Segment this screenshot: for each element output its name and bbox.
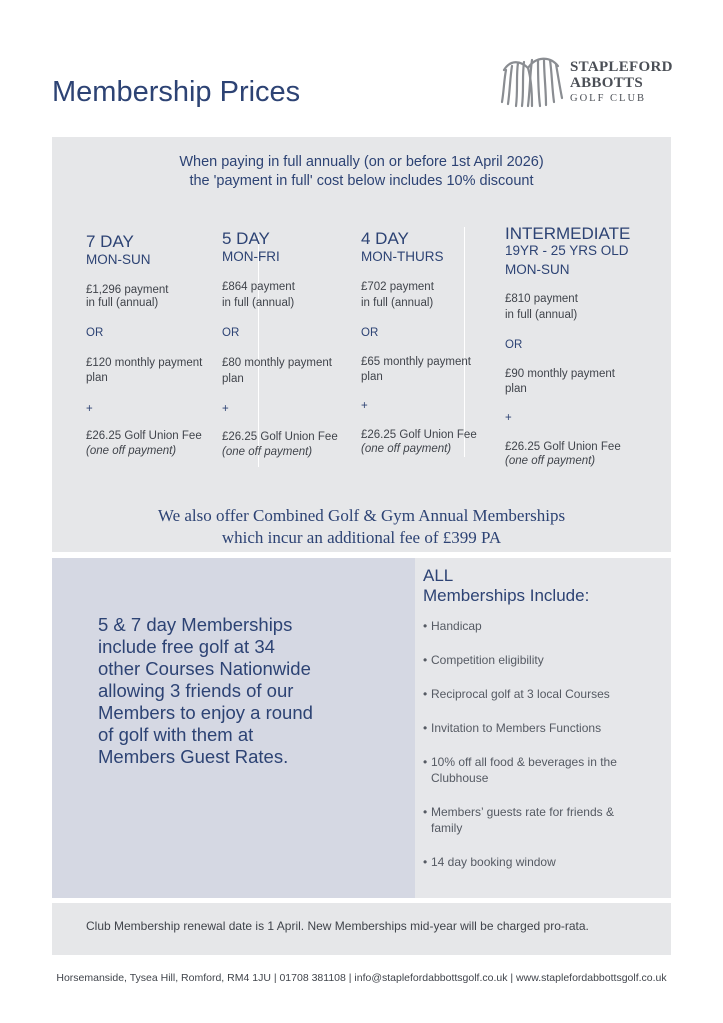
- list-item: • 14 day booking window: [423, 855, 556, 869]
- plan-fee-note: (one off payment): [222, 446, 313, 458]
- plan-plus: +: [361, 400, 368, 412]
- bullet: •: [423, 619, 428, 633]
- plan-full-suffix: in full (annual): [361, 297, 434, 309]
- list-item: • Reciprocal golf at 3 local Courses: [423, 687, 610, 701]
- plan-plus: +: [86, 403, 93, 415]
- renewal-note: Club Membership renewal date is 1 April. New Memberships mid-year will be charged pro-rata.: [86, 919, 589, 933]
- list-item: • 10% off all food & beverages in the Clubhouse: [423, 755, 617, 785]
- plan-full-price: £864 payment: [222, 281, 295, 293]
- plan-full-suffix: in full (annual): [86, 297, 159, 309]
- plan-monthly-suffix: plan: [361, 371, 383, 383]
- includes-title: [423, 566, 589, 606]
- plan-days: MON-SUN: [86, 252, 151, 267]
- plan-plus: +: [505, 412, 512, 424]
- includes-title-line-1: ALL: [423, 566, 454, 585]
- plan-monthly: £90 monthly payment: [505, 368, 615, 380]
- plan-monthly-suffix: plan: [222, 373, 244, 385]
- list-item: • Competition eligibility: [423, 653, 544, 667]
- page-title: Membership Prices: [52, 76, 301, 108]
- plan-full-price: £702 payment: [361, 281, 434, 293]
- nationwide-promo: 5 & 7 day Memberships include free golf at 34 other Courses Nationwide allowing 3 friends of our Members to enjoy a round of golf with them at Members Guest Rates.: [98, 614, 313, 767]
- bullet: •: [423, 687, 428, 701]
- bullet: •: [423, 855, 428, 869]
- intro-line-1: When paying in full annually (on or before 1st April 2026): [179, 154, 544, 170]
- gym-offer: [52, 505, 671, 549]
- bullet: •: [423, 755, 428, 769]
- plan-title: INTERMEDIATE: [505, 224, 631, 243]
- plan-or: OR: [361, 327, 379, 339]
- logo-line-3: GOLF CLUB: [570, 93, 647, 104]
- gym-offer-line-1: We also offer Combined Golf & Gym Annual Memberships: [157, 506, 566, 525]
- plan-plus: +: [222, 403, 229, 415]
- bullet: •: [423, 653, 428, 667]
- plan-full-price: £810 payment: [505, 293, 578, 305]
- plan-days: MON-SUN: [505, 262, 570, 277]
- plan-fee-note: (one off payment): [505, 455, 596, 467]
- plan-fee: £26.25 Golf Union Fee: [222, 431, 338, 443]
- plan-title: 5 DAY: [222, 229, 270, 248]
- includes-panel: [415, 558, 671, 898]
- plan-days: MON-THURS: [361, 249, 444, 264]
- plan-age: 19YR - 25 YRS OLD: [505, 243, 629, 258]
- pricing-panel: [52, 137, 671, 552]
- plan-or: OR: [222, 327, 240, 339]
- renewal-panel: [52, 903, 671, 955]
- club-logo: [498, 50, 678, 110]
- bullet: •: [423, 805, 428, 819]
- plan-fee: £26.25 Golf Union Fee: [361, 429, 477, 441]
- plan-fee: £26.25 Golf Union Fee: [505, 441, 621, 453]
- plan-fee: £26.25 Golf Union Fee: [86, 430, 202, 442]
- plan-full-price: £1,296 payment: [86, 284, 169, 296]
- list-item: • Invitation to Members Functions: [423, 721, 602, 735]
- plan-or: OR: [505, 339, 523, 351]
- plan-monthly: £65 monthly payment: [361, 356, 471, 368]
- plan-full-suffix: in full (annual): [222, 297, 295, 309]
- plan-title: 4 DAY: [361, 229, 409, 248]
- plan-fee-note: (one off payment): [361, 443, 452, 455]
- list-item: • Handicap: [423, 619, 482, 633]
- payment-intro: [52, 153, 671, 191]
- gym-offer-line-2: which incur an additional fee of £399 PA: [221, 528, 502, 547]
- plan-monthly: £120 monthly payment: [86, 357, 203, 369]
- plan-monthly: £80 monthly payment: [222, 357, 332, 369]
- column-divider: [464, 227, 465, 457]
- plan-or: OR: [86, 327, 104, 339]
- contact-footer: Horsemanside, Tysea Hill, Romford, RM4 1JU | 01708 381108 | info@staplefordabbottsgolf.co.uk | www.staplefordabbottsgolf.co.uk: [56, 972, 667, 984]
- logo-line-1: STAPLEFORD: [570, 59, 673, 75]
- plan-full-suffix: in full (annual): [505, 309, 578, 321]
- plan-title: 7 DAY: [86, 232, 134, 251]
- includes-title-line-2: Memberships Include:: [423, 586, 590, 605]
- willow-tree-icon: [498, 50, 568, 110]
- list-item: • Members’ guests rate for friends & family: [423, 805, 614, 835]
- plan-fee-note: (one off payment): [86, 445, 177, 457]
- intro-line-2: the 'payment in full' cost below includes 10% discount: [189, 173, 534, 189]
- logo-line-2: ABBOTTS: [570, 75, 643, 91]
- plan-monthly-suffix: plan: [86, 372, 108, 384]
- plan-monthly-suffix: plan: [505, 383, 527, 395]
- plan-days: MON-FRI: [222, 249, 280, 264]
- benefits-panel: [52, 558, 671, 898]
- bullet: •: [423, 721, 428, 735]
